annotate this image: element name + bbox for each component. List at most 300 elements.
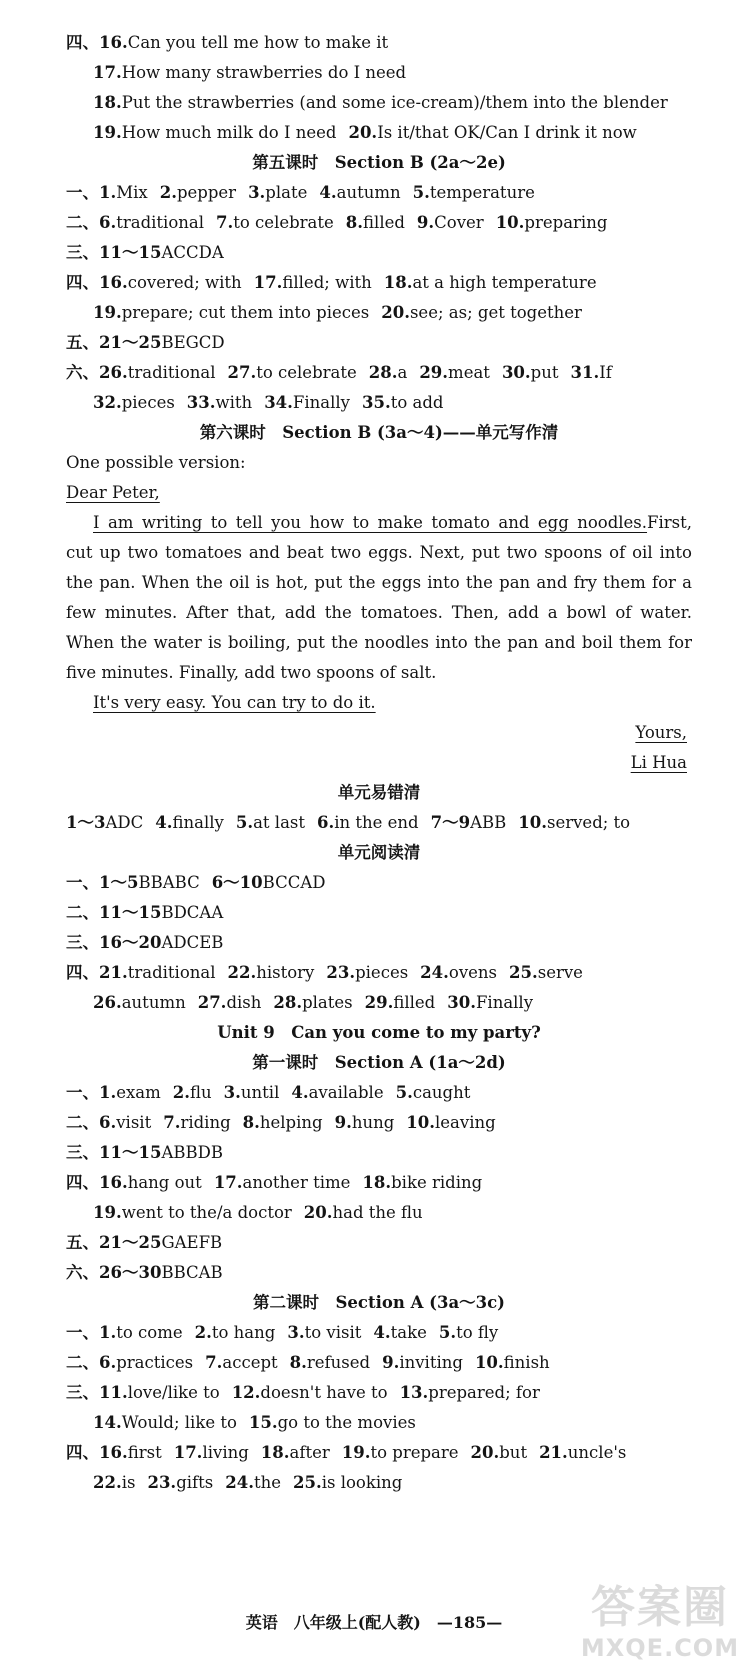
answer-item (236, 808, 305, 838)
essay-line: One possible version: (66, 453, 246, 472)
answer-text: available (308, 1083, 384, 1102)
answer-item (417, 208, 484, 238)
text-line (66, 208, 692, 238)
answer-number: 3. (248, 183, 266, 202)
answer-number: 三、16～20 (66, 933, 162, 952)
answer-item (382, 1348, 463, 1378)
answer-number: 22. (227, 963, 257, 982)
answer-item (381, 298, 582, 328)
answer-text: history (256, 963, 315, 982)
answer-item (93, 88, 668, 118)
answer-number: 5. (395, 1083, 413, 1102)
answer-text: Cover (434, 213, 484, 232)
answer-item (475, 1348, 550, 1378)
answer-number: 18. (383, 273, 413, 292)
answer-item (362, 388, 444, 418)
answer-number: 24. (420, 963, 449, 982)
answer-number: 10. (495, 213, 525, 232)
section-heading: 第二课时 Section A (3a～3c) (253, 1293, 505, 1312)
answer-number: 23. (326, 963, 356, 982)
text-line (66, 928, 692, 958)
answer-number: 26. (93, 993, 122, 1012)
answer-text: filled (393, 993, 436, 1012)
answer-text: Mix (116, 183, 148, 202)
essay-line: Li Hua (630, 753, 687, 772)
answer-item (254, 268, 372, 298)
answer-text: Put the strawberries (and some ice-cream)/them into the blender (121, 93, 668, 112)
answer-number: 10. (518, 813, 547, 832)
answer-text: preparing (524, 213, 608, 232)
answer-number: 三、11～15 (66, 243, 162, 262)
essay-line: Dear Peter, (66, 483, 160, 502)
answer-text: at a high temperature (412, 273, 597, 292)
answer-text: exam (116, 1083, 161, 1102)
answer-text: until (240, 1083, 280, 1102)
text-line (66, 1438, 692, 1468)
text-line (93, 88, 692, 118)
answer-text: went to the/a doctor (121, 1203, 292, 1222)
text-line (66, 1228, 692, 1258)
answer-number: 4. (373, 1323, 391, 1342)
answer-item (224, 1078, 280, 1108)
answer-item (419, 358, 490, 388)
answer-text: autumn (121, 993, 186, 1012)
text-line (93, 298, 692, 328)
answer-item (518, 808, 630, 838)
answer-number: 20. (303, 1203, 333, 1222)
answer-text: Would; like to (121, 1413, 237, 1432)
answer-text: love/like to (127, 1383, 220, 1402)
answer-text: to visit (304, 1323, 362, 1342)
answer-item (496, 208, 608, 238)
answer-item (304, 1198, 423, 1228)
answer-text: caught (412, 1083, 471, 1102)
answer-text: prepare; cut them into pieces (121, 303, 370, 322)
text-line (66, 1018, 692, 1048)
text-line (66, 178, 692, 208)
answer-item (93, 1468, 135, 1498)
answer-number: 17. (213, 1173, 243, 1192)
answer-number: 六、26～30 (66, 1263, 162, 1282)
answer-number: 19. (93, 303, 122, 322)
answer-item (66, 898, 223, 928)
answer-number: 8. (345, 213, 364, 232)
answer-text: dish (226, 993, 262, 1012)
text-line (66, 1348, 692, 1378)
answer-text: to celebrate (256, 363, 357, 382)
answer-number: 19. (341, 1443, 371, 1462)
answer-number: 30. (447, 993, 476, 1012)
answer-number: 六、26. (66, 363, 128, 382)
answer-item (413, 178, 535, 208)
answer-number: 17. (93, 63, 122, 82)
answer-number: 四、16. (66, 33, 128, 52)
answer-item (66, 208, 204, 238)
answer-number: 20. (381, 303, 410, 322)
answer-text: filled; with (282, 273, 372, 292)
answer-number: 4. (155, 813, 173, 832)
answer-item (66, 958, 216, 988)
answer-item (348, 118, 636, 148)
answer-item (66, 268, 242, 298)
answer-text: pieces (121, 393, 175, 412)
answer-number: 9. (382, 1353, 400, 1372)
answer-number: 28. (273, 993, 303, 1012)
answer-text: to come (116, 1323, 183, 1342)
answer-number: 9. (416, 213, 435, 232)
text-line (66, 448, 692, 478)
answer-number: 27. (197, 993, 227, 1012)
text-line (66, 958, 692, 988)
answer-text: plates (302, 993, 353, 1012)
answer-number: 20. (348, 123, 378, 142)
essay-line: cut up two tomatoes and beat two eggs. Next, put two spoons of oil into (66, 543, 692, 562)
answer-text: doesn't have to (260, 1383, 388, 1402)
answer-text: helping (259, 1113, 323, 1132)
answer-text: to fly (456, 1323, 499, 1342)
answer-number: 13. (399, 1383, 429, 1402)
section-heading: 第六课时 Section B (3a～4)——单元写作清 (199, 423, 559, 442)
answer-number: 21. (539, 1443, 568, 1462)
answer-item (160, 178, 236, 208)
answer-text: inviting (399, 1353, 463, 1372)
answer-item (173, 1078, 212, 1108)
text-line (66, 478, 692, 508)
answer-item (66, 1318, 183, 1348)
text-line (66, 268, 692, 298)
answer-item (406, 1108, 495, 1138)
answer-item (66, 868, 200, 898)
answer-item (93, 58, 406, 88)
answer-text: temperature (429, 183, 535, 202)
answer-text: take (390, 1323, 427, 1342)
answer-number: 22. (93, 1473, 122, 1492)
answer-text: to prepare (370, 1443, 459, 1462)
answer-text: Is it/that OK/Can I drink it now (377, 123, 637, 142)
answer-text: traditional (127, 363, 216, 382)
answer-text: leaving (435, 1113, 496, 1132)
answer-item (66, 1108, 151, 1138)
answer-text: is (121, 1473, 136, 1492)
text-line (66, 148, 692, 178)
answer-item (93, 1408, 237, 1438)
answer-number: 三、11～15 (66, 1143, 162, 1162)
answer-number: 32. (93, 393, 122, 412)
answer-text: If (599, 363, 612, 382)
answer-text: go to the movies (277, 1413, 416, 1432)
answer-text: How much milk do I need (121, 123, 337, 142)
answer-text: BBCAB (161, 1263, 223, 1282)
answer-item (66, 808, 143, 838)
text-line (93, 388, 692, 418)
watermark-logo-text: 答案圈 (591, 1582, 729, 1633)
answer-text: BEGCD (161, 333, 225, 352)
answer-item (287, 1318, 361, 1348)
answer-text: but (499, 1443, 528, 1462)
text-line (66, 238, 692, 268)
text-line (93, 58, 692, 88)
answer-text: finally (172, 813, 224, 832)
answer-item (335, 1108, 395, 1138)
text-line (93, 118, 692, 148)
answer-number: 30. (501, 363, 531, 382)
text-line (93, 1198, 692, 1228)
answer-item (365, 988, 436, 1018)
essay-line: five minutes. Finally, add two spoons of salt. (66, 663, 437, 682)
essay-line: the pan. When the oil is hot, put the eggs into the pan and fry them for a (66, 573, 692, 592)
answer-text: ACCDA (161, 243, 224, 262)
answer-text: another time (242, 1173, 351, 1192)
answer-text: BCCAD (262, 873, 326, 892)
section-heading: 第五课时 Section B (2a～2e) (252, 153, 506, 172)
answer-item (439, 1318, 498, 1348)
text-line (66, 1078, 692, 1108)
answer-number: 18. (362, 1173, 392, 1192)
text-line (66, 658, 692, 688)
answer-number: 五、21～25 (66, 333, 162, 352)
answer-text: plate (265, 183, 308, 202)
answer-number: 28. (368, 363, 398, 382)
answer-text: finish (503, 1353, 550, 1372)
essay-line: Yours, (635, 723, 687, 742)
answer-item (431, 808, 507, 838)
text-line (66, 1378, 692, 1408)
answer-item (291, 1078, 383, 1108)
answer-item (195, 1318, 276, 1348)
text-line (93, 508, 692, 538)
answer-item (66, 178, 148, 208)
answer-item (373, 1318, 426, 1348)
answer-number: 三、11. (66, 1383, 128, 1402)
answer-text: hung (351, 1113, 395, 1132)
answer-item (243, 1108, 323, 1138)
text-line (66, 748, 687, 778)
answer-number: 19. (93, 123, 122, 142)
answer-item (216, 208, 334, 238)
answer-item (396, 1078, 471, 1108)
answer-item (264, 388, 350, 418)
answer-text: with (215, 393, 253, 412)
answer-number: 34. (264, 393, 293, 412)
answer-item (214, 1168, 351, 1198)
answer-number: 2. (194, 1323, 212, 1342)
answer-number: 5. (438, 1323, 457, 1342)
text-line (66, 868, 692, 898)
answer-number: 10. (406, 1113, 435, 1132)
answer-item (93, 298, 369, 328)
answer-number: 3. (287, 1323, 305, 1342)
answer-item (66, 28, 388, 58)
answer-text: ABB (470, 813, 507, 832)
answer-text: ADCEB (161, 933, 224, 952)
answer-item (228, 358, 357, 388)
answer-number: 四、21. (66, 963, 128, 982)
answer-number: 1～3 (66, 813, 106, 832)
answer-text: in the end (334, 813, 419, 832)
answer-number: 6. (317, 813, 335, 832)
text-line (66, 1108, 692, 1138)
answer-number: 24. (225, 1473, 254, 1492)
text-line (66, 718, 687, 748)
text-line (93, 688, 692, 718)
answer-item (187, 388, 252, 418)
answer-text: flu (190, 1083, 212, 1102)
answer-item (66, 1138, 223, 1168)
answer-text: put (530, 363, 559, 382)
answer-item (93, 1198, 292, 1228)
answer-item (66, 1258, 223, 1288)
answer-number: 29. (364, 993, 394, 1012)
answer-text: traditional (127, 963, 216, 982)
answer-number: 四、16. (66, 1173, 128, 1192)
answer-item (174, 1438, 249, 1468)
text-line (66, 328, 692, 358)
answer-text: uncle's (567, 1443, 627, 1462)
answer-item (66, 928, 223, 958)
answer-text: traditional (116, 213, 205, 232)
answer-number: 五、21～25 (66, 1233, 162, 1252)
answer-item (198, 988, 262, 1018)
answer-number: 27. (227, 363, 257, 382)
answer-text: is looking (321, 1473, 403, 1492)
answer-item (66, 1078, 161, 1108)
answer-number: 25. (509, 963, 538, 982)
answer-number: 四、16. (66, 273, 128, 292)
answer-number: 35. (361, 393, 391, 412)
answer-text: a (397, 363, 408, 382)
answer-text: hang out (127, 1173, 202, 1192)
answer-item (93, 118, 336, 148)
text-line (66, 1318, 692, 1348)
essay-line: It's very easy. You can try to do it. (93, 693, 376, 712)
answer-number: 6～10 (211, 873, 263, 892)
answer-number: 12. (231, 1383, 261, 1402)
answer-text: gifts (176, 1473, 214, 1492)
answer-number: 一、1. (66, 183, 117, 202)
answer-text: to celebrate (233, 213, 334, 232)
answer-text: covered; with (127, 273, 242, 292)
essay-line: When the water is boiling, put the noodles into the pan and boil them for (66, 633, 692, 652)
answer-item (66, 328, 225, 358)
text-line (66, 1168, 692, 1198)
text-line (66, 598, 692, 628)
text-line (66, 418, 692, 448)
answer-text: had the flu (332, 1203, 423, 1222)
section-heading: 第一课时 Section A (1a～2d) (252, 1053, 506, 1072)
essay-line: few minutes. After that, add the tomatoes. Then, add a bowl of water. (66, 603, 692, 622)
answer-item (205, 1348, 278, 1378)
answer-item (248, 178, 307, 208)
answer-item (261, 1438, 330, 1468)
answer-text: after (289, 1443, 330, 1462)
answer-text: Can you tell me how to make it (127, 33, 389, 52)
answer-item (319, 178, 400, 208)
answer-number: 2. (159, 183, 177, 202)
answer-number: 一、1～5 (66, 873, 139, 892)
answer-number: 3. (223, 1083, 241, 1102)
answer-number: 15. (248, 1413, 278, 1432)
answer-text: living (202, 1443, 249, 1462)
answer-number: 25. (292, 1473, 322, 1492)
answer-item (163, 1108, 230, 1138)
text-line (66, 358, 692, 388)
answer-item (66, 1438, 162, 1468)
watermark-url-text: MXQE.COM (580, 1634, 740, 1662)
essay-line: I am writing to tell you how to make tomato and egg noodles.First, (93, 513, 692, 532)
answer-number: 23. (147, 1473, 177, 1492)
answer-text: BBABC (138, 873, 200, 892)
answer-item (147, 1468, 213, 1498)
text-line (66, 28, 692, 58)
answer-number: 8. (289, 1353, 307, 1372)
answer-text: bike riding (391, 1173, 483, 1192)
answer-item (66, 238, 224, 268)
text-line (66, 1288, 692, 1318)
answer-text: served; to (546, 813, 631, 832)
answer-item (362, 1168, 482, 1198)
answer-number: 33. (186, 393, 216, 412)
answer-text: to hang (211, 1323, 276, 1342)
answer-number: 29. (419, 363, 449, 382)
answer-text: serve (537, 963, 583, 982)
section-heading: 单元易错清 (337, 783, 421, 802)
answer-item (539, 1438, 626, 1468)
answer-item (369, 358, 408, 388)
answer-item (400, 1378, 540, 1408)
text-line (66, 1138, 692, 1168)
answer-item (273, 988, 352, 1018)
answer-text: ovens (448, 963, 498, 982)
answer-item (232, 1378, 388, 1408)
answer-item (66, 1228, 222, 1258)
answer-text: see; as; get together (409, 303, 582, 322)
answer-item (509, 958, 583, 988)
answer-text: first (127, 1443, 162, 1462)
answer-text: Finally (292, 393, 350, 412)
answer-number: 5. (235, 813, 254, 832)
answer-text: at last (253, 813, 306, 832)
text-line (66, 628, 692, 658)
text-line (66, 838, 692, 868)
watermark-stamp (580, 1582, 740, 1666)
text-line (93, 988, 692, 1018)
answer-item (502, 358, 559, 388)
answer-text: pepper (176, 183, 237, 202)
answer-text: prepared; for (428, 1383, 540, 1402)
page-footer: 英语 八年级上(配人教) —185— (245, 1613, 503, 1632)
text-line (66, 1258, 692, 1288)
answer-text: ADC (105, 813, 144, 832)
text-line (66, 778, 692, 808)
answer-number: 4. (319, 183, 337, 202)
answer-number: 18. (93, 93, 122, 112)
answer-number: 二、6. (66, 1353, 117, 1372)
text-line (66, 808, 692, 838)
answer-text: ABBDB (161, 1143, 223, 1162)
text-line (66, 898, 692, 928)
answer-item (342, 1438, 459, 1468)
text-line (66, 568, 692, 598)
answer-text: accept (222, 1353, 278, 1372)
answer-item (447, 988, 533, 1018)
answer-text: How many strawberries do I need (121, 63, 407, 82)
answer-item (290, 1348, 370, 1378)
answer-number: 5. (412, 183, 430, 202)
answer-item (293, 1468, 402, 1498)
answer-number: 17. (253, 273, 283, 292)
answer-item (346, 208, 405, 238)
answer-text: refused (306, 1353, 371, 1372)
